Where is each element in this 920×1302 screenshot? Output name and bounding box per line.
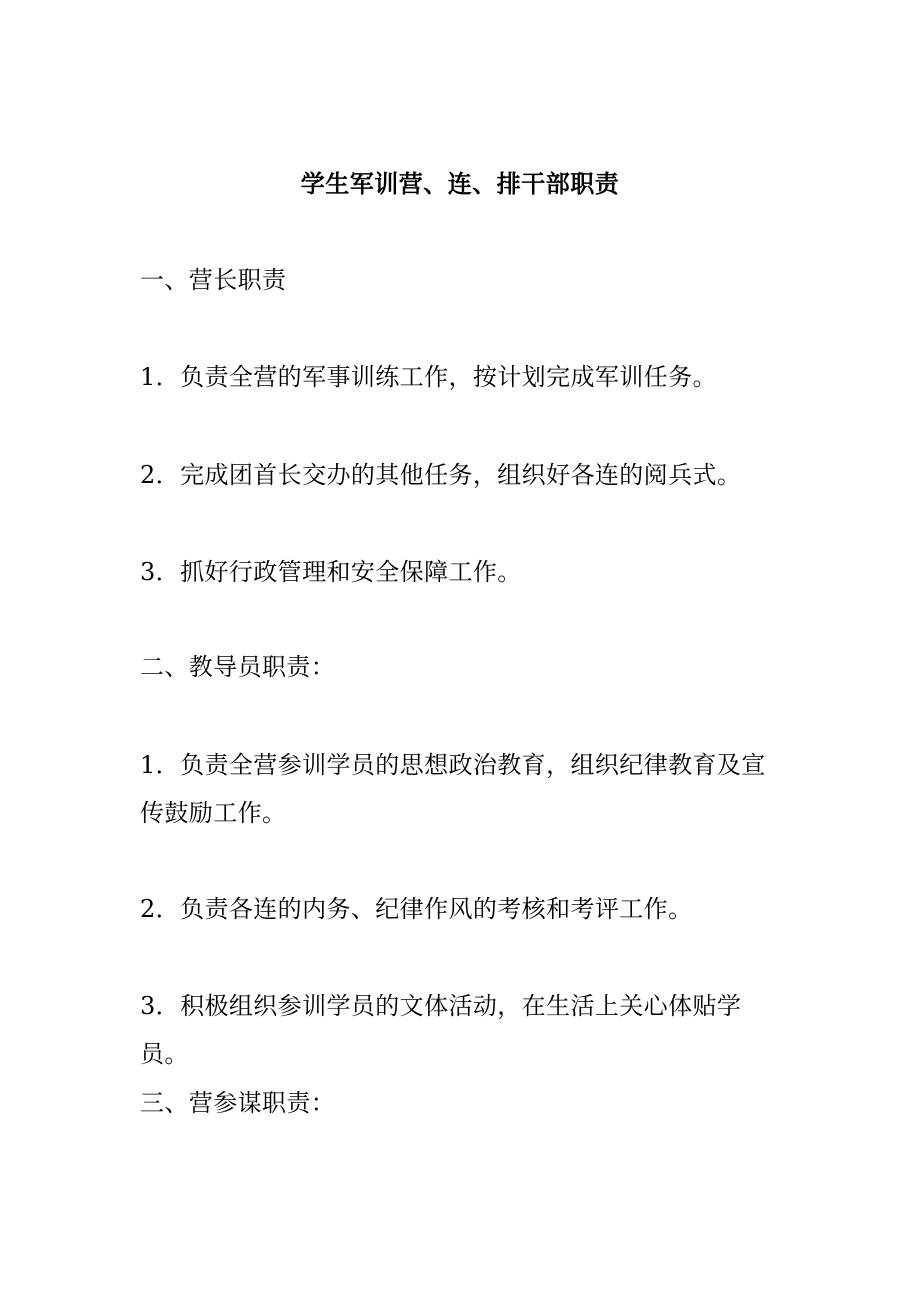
section-heading-battalion-staff-officer: 三、营参谋职责： — [140, 1089, 336, 1117]
list-item: 2．完成团首长交办的其他任务，组织好各连的阅兵式。 — [140, 461, 742, 489]
section-heading-battalion-commander: 一、营长职责 — [140, 266, 287, 294]
document-title: 学生军训营、连、排干部职责 — [300, 169, 620, 198]
list-item: 3．积极组织参训学员的文体活动，在生活上关心体贴学员。 — [140, 992, 742, 1068]
section-heading-political-instructor: 二、教导员职责： — [140, 653, 336, 681]
list-item: 1．负责全营参训学员的思想政治教育，组织纪律教育及宣传鼓励工作。 — [140, 751, 766, 827]
list-item: 1．负责全营的军事训练工作，按计划完成军训任务。 — [140, 363, 717, 391]
list-item: 2．负责各连的内务、纪律作风的考核和考评工作。 — [140, 895, 693, 923]
list-item: 3．抓好行政管理和安全保障工作。 — [140, 558, 522, 586]
